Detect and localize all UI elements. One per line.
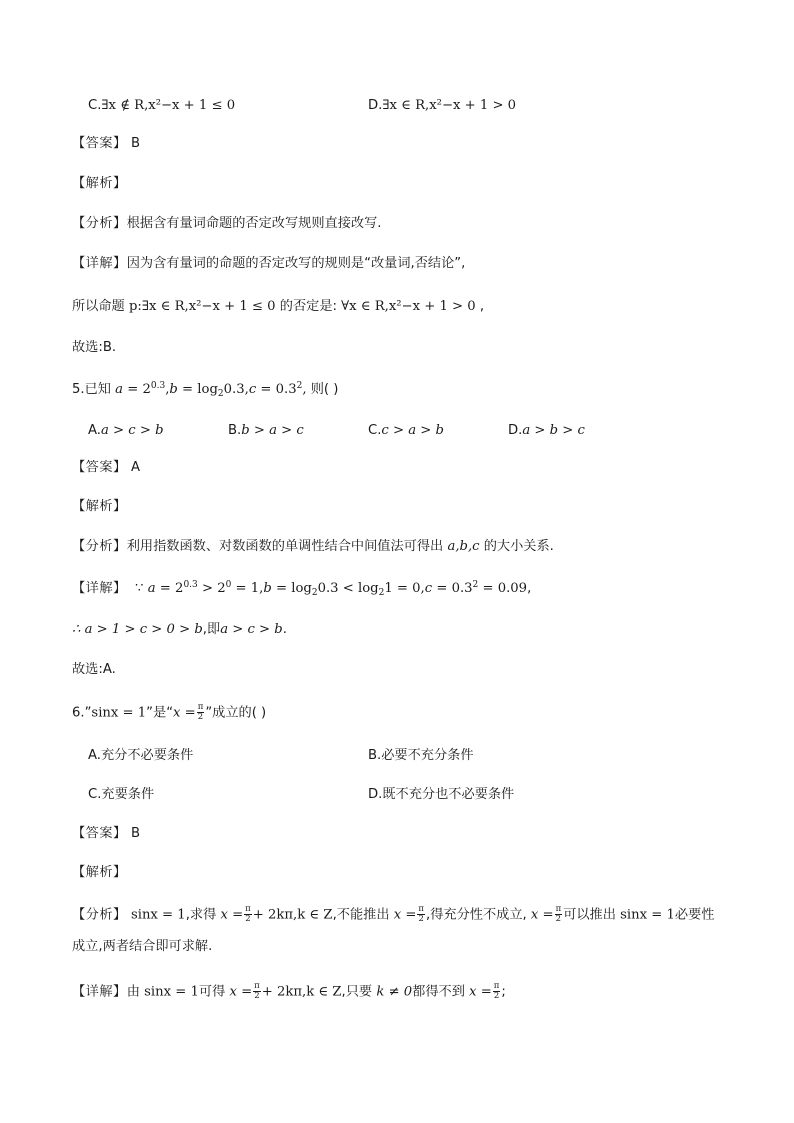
q5-xiangjie: 【详解】 ∵ $a = 2^{0.3} > 2^0 = 1,b = \log_20.3 < \log_21 = 0,c = 0.3^2 = 0.09$, [72,580,532,598]
q4-analysis-heading: 【解析】 [72,176,127,191]
q5-option-b: B.b > a > c [228,423,304,438]
q4-option-d: D.∃x ∈ R,x²−x + 1 > 0 [368,98,517,113]
q5-fenxi: 【分析】利用指数函数、对数函数的单调性结合中间值法可得出 a,b,c 的大小关系. [72,539,554,554]
q5-choose: 故选:A. [72,662,116,677]
q4-fenxi: 【分析】根据含有量词命题的否定改写规则直接改写. [72,216,382,231]
q6-option-b: B.必要不充分条件 [368,748,474,763]
q4-answer: 【答案】 B [72,136,141,151]
q5-answer: 【答案】 A [72,460,140,475]
q6-answer: 【答案】 B [72,826,141,841]
q4-option-c: C.∃x ∉ R,x²−x + 1 ≤ 0 [88,98,236,113]
q4-conclusion: 所以命题 p:∃x ∈ R,x²−x + 1 ≤ 0 的否定是: ∀x ∈ R,x²−x + 1 > 0 , [72,299,485,314]
q6-analysis-heading: 【解析】 [72,865,127,880]
q5-stem: 5.已知 $a = 2^{0.3},b = \log_20.3,c = 0.3^2$, 则( ) [72,381,339,399]
q5-option-c: C.c > a > b [368,423,444,438]
q5-option-d: D.a > b > c [508,423,585,438]
q4-choose: 故选:B. [72,340,117,355]
q4-options-row [88,96,722,116]
q6-fenxi-line2: 成立,两者结合即可求解. [72,939,213,954]
q6-option-c: C.充要条件 [88,787,155,802]
q6-fenxi-line1: 【分析】 sinx = 1,求得 x = $\frac{\pi}{2}$ + 2kπ,k ∈ Z,不能推出 x = $\frac{\pi}{2}$ ,得充分性不成立, x = $\frac{\pi}{2}$ 可以推出 sinx = 1必要性 [72,904,715,924]
q5-option-a: A.a > c > b [88,423,164,438]
q5-analysis-heading: 【解析】 [72,499,127,514]
q6-option-a: A.充分不必要条件 [88,748,194,763]
q5-therefore: ∴ a > 1 > c > 0 > b,即a > c > b. [72,622,287,637]
q6-stem: 6.”sinx = 1”是“x = $\frac{\pi}{2}$ ”成立的( ) [72,702,267,722]
q4-xiangjie: 【详解】因为含有量词的命题的否定改写的规则是“改量词,否结论”, [72,256,466,271]
q6-xiangjie: 【详解】由 sinx = 1可得 x = $\frac{\pi}{2}$ + 2kπ,k ∈ Z,只要 k ≠ 0都得不到 x = $\frac{\pi}{2}$ ; [72,981,506,1001]
q6-option-d: D.既不充分也不必要条件 [368,787,515,802]
